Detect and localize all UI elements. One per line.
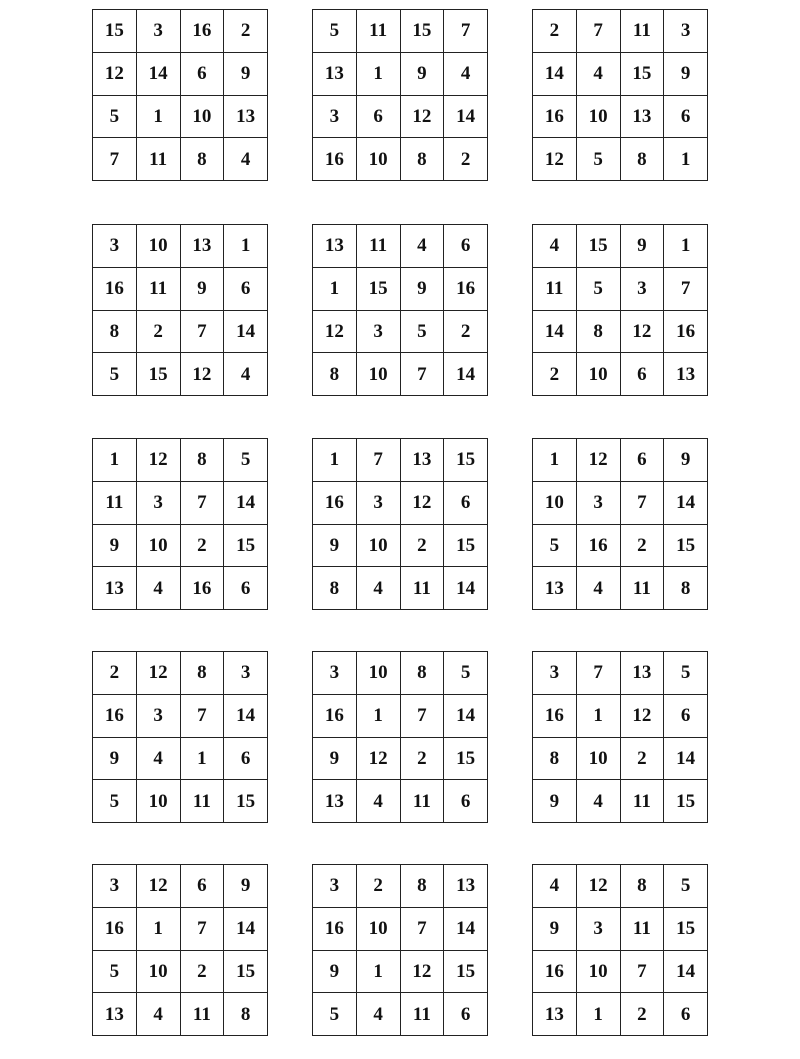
grid-cell: 6 [224, 738, 268, 781]
grid-cell: 8 [313, 353, 357, 396]
grid-cell: 9 [181, 268, 225, 311]
grid-cell: 2 [401, 525, 445, 568]
grid-cell: 12 [137, 439, 181, 482]
grid-cell: 6 [621, 439, 665, 482]
grid-cell: 13 [93, 993, 137, 1036]
grid-cell: 15 [664, 525, 708, 568]
grid-cell: 16 [577, 525, 621, 568]
grid-cell: 16 [313, 908, 357, 951]
grid-cell: 1 [357, 951, 401, 994]
grid-cell: 12 [313, 311, 357, 354]
grid-cell: 4 [577, 53, 621, 96]
grid-cell: 1 [137, 908, 181, 951]
grid-cell: 6 [224, 567, 268, 610]
grid-cell: 8 [401, 652, 445, 695]
grid-cell: 4 [533, 225, 577, 268]
grid-cell: 7 [401, 353, 445, 396]
grid-cell: 16 [533, 695, 577, 738]
grid-cell: 13 [313, 225, 357, 268]
grid-cell: 9 [313, 738, 357, 781]
grid-cell: 4 [137, 567, 181, 610]
grid-cell: 5 [664, 865, 708, 908]
grid-cell: 1 [664, 138, 708, 181]
grid-cell: 11 [181, 993, 225, 1036]
grid-cell: 15 [224, 525, 268, 568]
grid-cell: 14 [664, 738, 708, 781]
grid-cell: 4 [444, 53, 488, 96]
number-grid [92, 9, 268, 181]
grid-cell: 12 [533, 138, 577, 181]
grid-cell: 14 [444, 96, 488, 139]
grid-cell: 1 [93, 439, 137, 482]
number-grid [92, 864, 268, 1036]
grid-cell: 10 [137, 225, 181, 268]
grid-cell: 4 [224, 353, 268, 396]
grid-cell: 11 [621, 10, 665, 53]
grid-cell: 6 [664, 96, 708, 139]
grid-cell: 5 [313, 10, 357, 53]
grid-cell: 11 [357, 225, 401, 268]
grid-cell: 9 [224, 53, 268, 96]
grid-cell: 13 [664, 353, 708, 396]
grid-cell: 1 [224, 225, 268, 268]
grid-cell: 3 [137, 10, 181, 53]
grid-cell: 3 [357, 482, 401, 525]
grid-cell: 7 [93, 138, 137, 181]
grid-cell: 9 [664, 439, 708, 482]
grid-cell: 7 [577, 10, 621, 53]
grid-cell: 10 [357, 525, 401, 568]
grid-cell: 3 [224, 652, 268, 695]
grid-cell: 13 [533, 993, 577, 1036]
grid-cell: 7 [401, 908, 445, 951]
grid-cell: 11 [357, 10, 401, 53]
grid-cell: 5 [93, 780, 137, 823]
grid-cell: 6 [181, 865, 225, 908]
grid-cell: 3 [313, 652, 357, 695]
grid-cell: 1 [313, 439, 357, 482]
grid-cell: 1 [577, 695, 621, 738]
grid-cell: 12 [137, 865, 181, 908]
grid-cell: 8 [533, 738, 577, 781]
grid-cell: 4 [357, 780, 401, 823]
grid-cell: 1 [313, 268, 357, 311]
number-grid [92, 438, 268, 610]
grid-cell: 1 [577, 993, 621, 1036]
grid-cell: 12 [137, 652, 181, 695]
grid-cell: 3 [533, 652, 577, 695]
grid-cell: 3 [357, 311, 401, 354]
grid-cell: 16 [444, 268, 488, 311]
grid-cell: 15 [357, 268, 401, 311]
grid-cell: 15 [93, 10, 137, 53]
grid-cell: 14 [533, 53, 577, 96]
number-grid [312, 224, 488, 396]
grid-cell: 2 [621, 738, 665, 781]
number-grid [312, 864, 488, 1036]
grid-cell: 4 [401, 225, 445, 268]
grid-cell: 16 [93, 908, 137, 951]
grid-cell: 4 [577, 780, 621, 823]
grid-cell: 5 [93, 353, 137, 396]
grid-cell: 16 [313, 482, 357, 525]
grid-cell: 11 [621, 780, 665, 823]
grid-cell: 8 [577, 311, 621, 354]
grid-cell: 2 [621, 993, 665, 1036]
grid-cell: 11 [621, 567, 665, 610]
grid-cell: 10 [357, 138, 401, 181]
grid-cell: 12 [621, 695, 665, 738]
grid-cell: 2 [401, 738, 445, 781]
grid-cell: 3 [621, 268, 665, 311]
grid-cell: 5 [664, 652, 708, 695]
grid-cell: 11 [401, 567, 445, 610]
grid-cell: 13 [181, 225, 225, 268]
grid-cell: 15 [621, 53, 665, 96]
grid-cell: 15 [664, 780, 708, 823]
grid-cell: 7 [577, 652, 621, 695]
grid-cell: 16 [313, 138, 357, 181]
grid-cell: 14 [137, 53, 181, 96]
grid-cell: 2 [444, 311, 488, 354]
grid-cell: 1 [664, 225, 708, 268]
grid-cell: 10 [357, 908, 401, 951]
grid-cell: 14 [664, 482, 708, 525]
grid-cell: 2 [224, 10, 268, 53]
grid-cell: 1 [181, 738, 225, 781]
grid-cell: 4 [357, 567, 401, 610]
grid-cell: 13 [621, 652, 665, 695]
grid-cell: 10 [577, 96, 621, 139]
grid-cell: 13 [93, 567, 137, 610]
grid-cell: 2 [181, 525, 225, 568]
grid-cell: 11 [181, 780, 225, 823]
grid-cell: 6 [664, 695, 708, 738]
grid-cell: 12 [577, 865, 621, 908]
grid-cell: 6 [621, 353, 665, 396]
grid-cell: 11 [401, 993, 445, 1036]
grid-cell: 14 [224, 908, 268, 951]
grid-cell: 12 [93, 53, 137, 96]
grid-cell: 7 [181, 908, 225, 951]
grid-cell: 10 [577, 951, 621, 994]
grid-cell: 11 [93, 482, 137, 525]
grid-cell: 4 [357, 993, 401, 1036]
grid-cell: 6 [181, 53, 225, 96]
grid-cell: 16 [533, 951, 577, 994]
grid-cell: 8 [313, 567, 357, 610]
grid-cell: 1 [357, 53, 401, 96]
grid-cell: 11 [137, 268, 181, 311]
number-grid [312, 438, 488, 610]
grid-cell: 5 [93, 96, 137, 139]
grid-cell: 14 [444, 695, 488, 738]
grid-cell: 15 [664, 908, 708, 951]
grid-cell: 11 [137, 138, 181, 181]
grid-cell: 4 [224, 138, 268, 181]
grid-cell: 9 [93, 738, 137, 781]
number-grid [532, 651, 708, 823]
grid-cell: 10 [181, 96, 225, 139]
grid-cell: 7 [181, 482, 225, 525]
grid-cell: 3 [93, 865, 137, 908]
grid-cell: 16 [181, 10, 225, 53]
grid-cell: 6 [444, 225, 488, 268]
grid-cell: 11 [621, 908, 665, 951]
grid-cell: 15 [577, 225, 621, 268]
grid-cell: 12 [181, 353, 225, 396]
grid-cell: 3 [577, 908, 621, 951]
grid-cell: 12 [357, 738, 401, 781]
number-grid [532, 9, 708, 181]
grid-cell: 11 [401, 780, 445, 823]
grid-cell: 3 [137, 482, 181, 525]
grid-cell: 13 [444, 865, 488, 908]
grid-cell: 14 [224, 695, 268, 738]
grid-cell: 16 [664, 311, 708, 354]
grid-cell: 3 [577, 482, 621, 525]
grid-cell: 2 [621, 525, 665, 568]
number-grid [312, 651, 488, 823]
grid-cell: 12 [577, 439, 621, 482]
grid-cell: 13 [621, 96, 665, 139]
grid-cell: 12 [401, 482, 445, 525]
grid-cell: 14 [664, 951, 708, 994]
grid-cell: 10 [577, 353, 621, 396]
grid-cell: 7 [621, 951, 665, 994]
number-grid [92, 651, 268, 823]
grid-cell: 10 [533, 482, 577, 525]
grid-cell: 8 [621, 138, 665, 181]
grid-cell: 14 [444, 567, 488, 610]
grid-cell: 16 [93, 268, 137, 311]
grid-cell: 5 [313, 993, 357, 1036]
grid-cell: 16 [313, 695, 357, 738]
grid-cell: 15 [444, 951, 488, 994]
grid-cell: 2 [137, 311, 181, 354]
grid-cell: 14 [224, 482, 268, 525]
grid-cell: 10 [137, 525, 181, 568]
grid-cell: 8 [621, 865, 665, 908]
grid-cell: 10 [357, 353, 401, 396]
grid-cell: 15 [444, 525, 488, 568]
grid-cell: 15 [401, 10, 445, 53]
grid-cell: 8 [181, 439, 225, 482]
grid-cell: 5 [401, 311, 445, 354]
grid-cell: 7 [181, 311, 225, 354]
grid-cell: 3 [313, 96, 357, 139]
grid-cell: 5 [224, 439, 268, 482]
grid-cell: 10 [137, 951, 181, 994]
grid-cell: 9 [664, 53, 708, 96]
number-grid [532, 224, 708, 396]
grid-cell: 9 [313, 951, 357, 994]
grid-cell: 1 [357, 695, 401, 738]
grid-cell: 16 [533, 96, 577, 139]
grid-cell: 11 [533, 268, 577, 311]
grid-cell: 13 [313, 53, 357, 96]
grid-cell: 13 [533, 567, 577, 610]
grid-cell: 4 [137, 993, 181, 1036]
grid-cell: 8 [401, 138, 445, 181]
grid-cell: 3 [137, 695, 181, 738]
grid-cell: 2 [181, 951, 225, 994]
grid-cell: 16 [93, 695, 137, 738]
grid-cell: 6 [224, 268, 268, 311]
grid-cell: 5 [577, 268, 621, 311]
grid-cell: 3 [313, 865, 357, 908]
grid-cell: 15 [137, 353, 181, 396]
grid-cell: 6 [664, 993, 708, 1036]
grid-cell: 9 [93, 525, 137, 568]
grid-cell: 13 [313, 780, 357, 823]
grid-cell: 13 [224, 96, 268, 139]
grid-cell: 4 [137, 738, 181, 781]
grid-cell: 7 [401, 695, 445, 738]
grid-cell: 10 [137, 780, 181, 823]
grid-cell: 7 [181, 695, 225, 738]
grid-cell: 9 [533, 780, 577, 823]
grid-cell: 15 [444, 439, 488, 482]
grid-cell: 2 [93, 652, 137, 695]
grid-cell: 2 [357, 865, 401, 908]
grid-cell: 7 [664, 268, 708, 311]
grid-cell: 2 [533, 10, 577, 53]
grid-cell: 12 [401, 96, 445, 139]
grid-cell: 8 [224, 993, 268, 1036]
grid-cell: 1 [533, 439, 577, 482]
grid-cell: 5 [444, 652, 488, 695]
number-grid [92, 224, 268, 396]
grid-cell: 5 [533, 525, 577, 568]
grid-cell: 9 [401, 53, 445, 96]
grid-cell: 6 [444, 780, 488, 823]
grid-cell: 12 [401, 951, 445, 994]
grid-cell: 15 [444, 738, 488, 781]
grid-cell: 16 [181, 567, 225, 610]
grid-cell: 10 [357, 652, 401, 695]
grid-cell: 4 [533, 865, 577, 908]
grid-cell: 15 [224, 951, 268, 994]
grid-cell: 9 [313, 525, 357, 568]
grid-cell: 9 [401, 268, 445, 311]
grid-cell: 14 [224, 311, 268, 354]
grid-cell: 6 [357, 96, 401, 139]
grid-cell: 2 [444, 138, 488, 181]
grid-cell: 6 [444, 482, 488, 525]
grid-cell: 4 [577, 567, 621, 610]
grid-cell: 7 [621, 482, 665, 525]
grid-cell: 8 [181, 652, 225, 695]
grid-cell: 1 [137, 96, 181, 139]
grid-cell: 8 [401, 865, 445, 908]
grid-cell: 14 [444, 353, 488, 396]
grid-cell: 2 [533, 353, 577, 396]
grid-cell: 8 [93, 311, 137, 354]
grid-cell: 12 [621, 311, 665, 354]
grid-cell: 5 [577, 138, 621, 181]
grid-cell: 9 [621, 225, 665, 268]
grid-cell: 14 [533, 311, 577, 354]
grid-cell: 10 [577, 738, 621, 781]
number-grid [532, 438, 708, 610]
grid-cell: 13 [401, 439, 445, 482]
grid-cell: 8 [181, 138, 225, 181]
grid-cell: 5 [93, 951, 137, 994]
grid-cell: 7 [444, 10, 488, 53]
grid-cell: 3 [664, 10, 708, 53]
grid-cell: 15 [224, 780, 268, 823]
grid-cell: 9 [533, 908, 577, 951]
grid-cell: 6 [444, 993, 488, 1036]
grid-cell: 3 [93, 225, 137, 268]
number-grid [532, 864, 708, 1036]
number-grid [312, 9, 488, 181]
grid-cell: 14 [444, 908, 488, 951]
grid-cell: 8 [664, 567, 708, 610]
grid-cell: 7 [357, 439, 401, 482]
grid-cell: 9 [224, 865, 268, 908]
